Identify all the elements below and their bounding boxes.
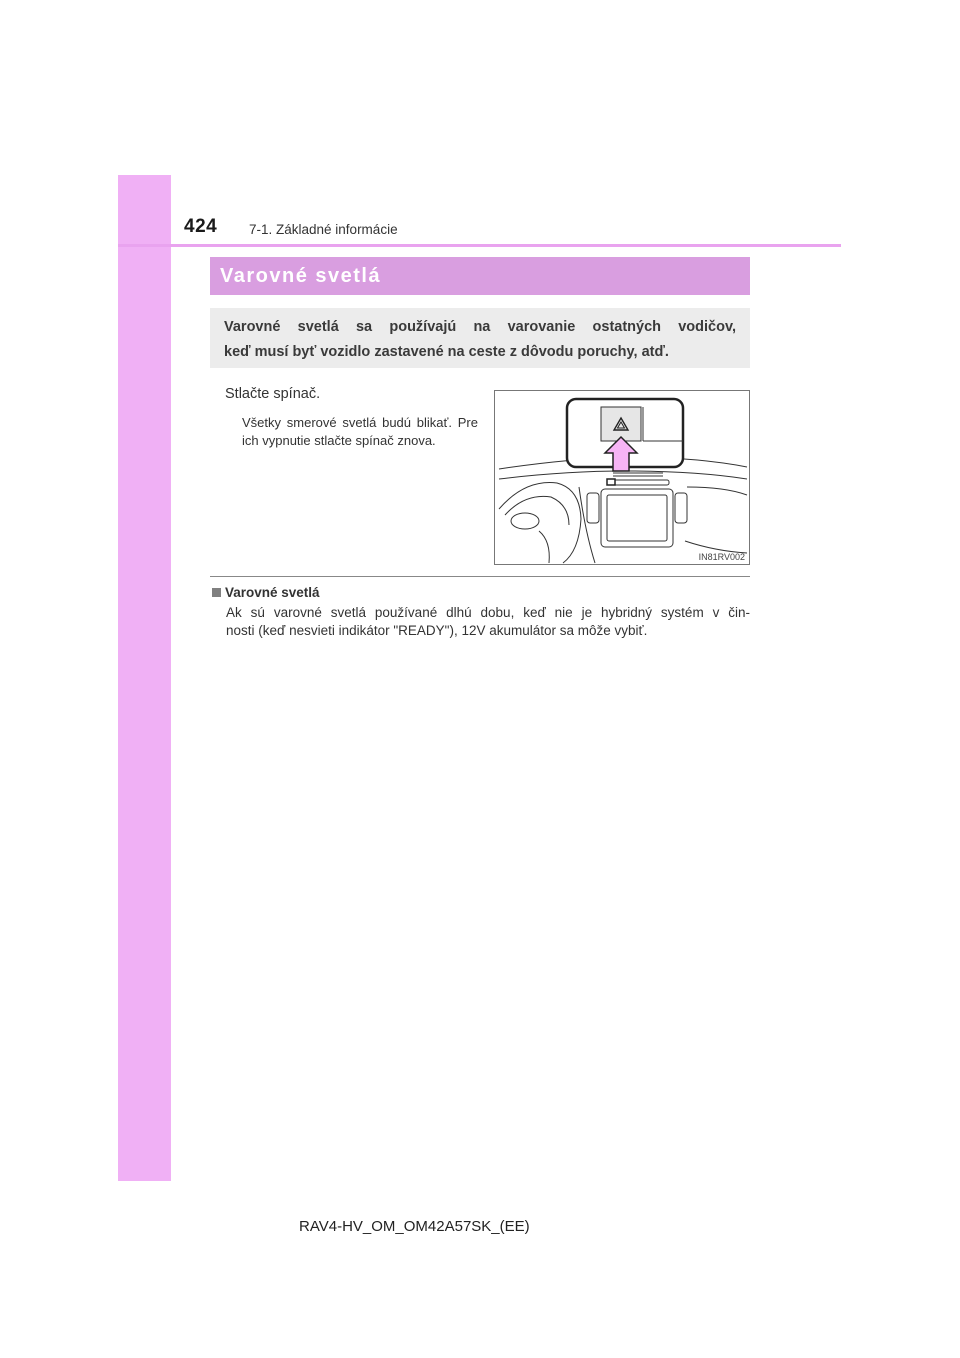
intro-box xyxy=(210,308,750,368)
illustration-code: IN81RV002 xyxy=(698,552,745,562)
bullet-square-icon xyxy=(212,588,221,597)
note-line: nosti (keď nesvieti indikátor "READY"), 12V akumulátor sa môže vybiť. xyxy=(226,623,648,638)
page-number: 424 xyxy=(184,216,218,237)
intro-line: Varovné svetlá sa používajú na varovanie ostatných vodičov, xyxy=(224,319,736,335)
note-line: Ak sú varovné svetlá používané dlhú dobu, keď nie je hybridný systém v čin- xyxy=(226,605,750,620)
step-note: Všetky smerové svetlá budú blikať. Pre ich vypnutie stlačte spínač znova. xyxy=(242,415,478,448)
step-instruction: Stlačte spínač. xyxy=(225,386,321,402)
header-divider xyxy=(118,244,841,247)
section-title-bar xyxy=(210,257,750,295)
dashboard-illustration xyxy=(494,390,750,565)
section-divider xyxy=(210,576,750,577)
dashboard-drawing xyxy=(495,391,749,564)
chapter-sidebar-tab xyxy=(118,175,171,1181)
note-heading xyxy=(212,585,320,600)
chapter-title: 7-1. Základné informácie xyxy=(249,222,398,237)
note-body xyxy=(226,604,750,640)
intro-line: keď musí byť vozidlo zastavené na ceste z dôvodu poruchy, atď. xyxy=(224,344,669,360)
footer-document-code: RAV4-HV_OM_OM42A57SK_(EE) xyxy=(299,1218,530,1235)
note-heading-text: Varovné svetlá xyxy=(225,585,320,600)
section-title: Varovné svetlá xyxy=(220,264,382,287)
